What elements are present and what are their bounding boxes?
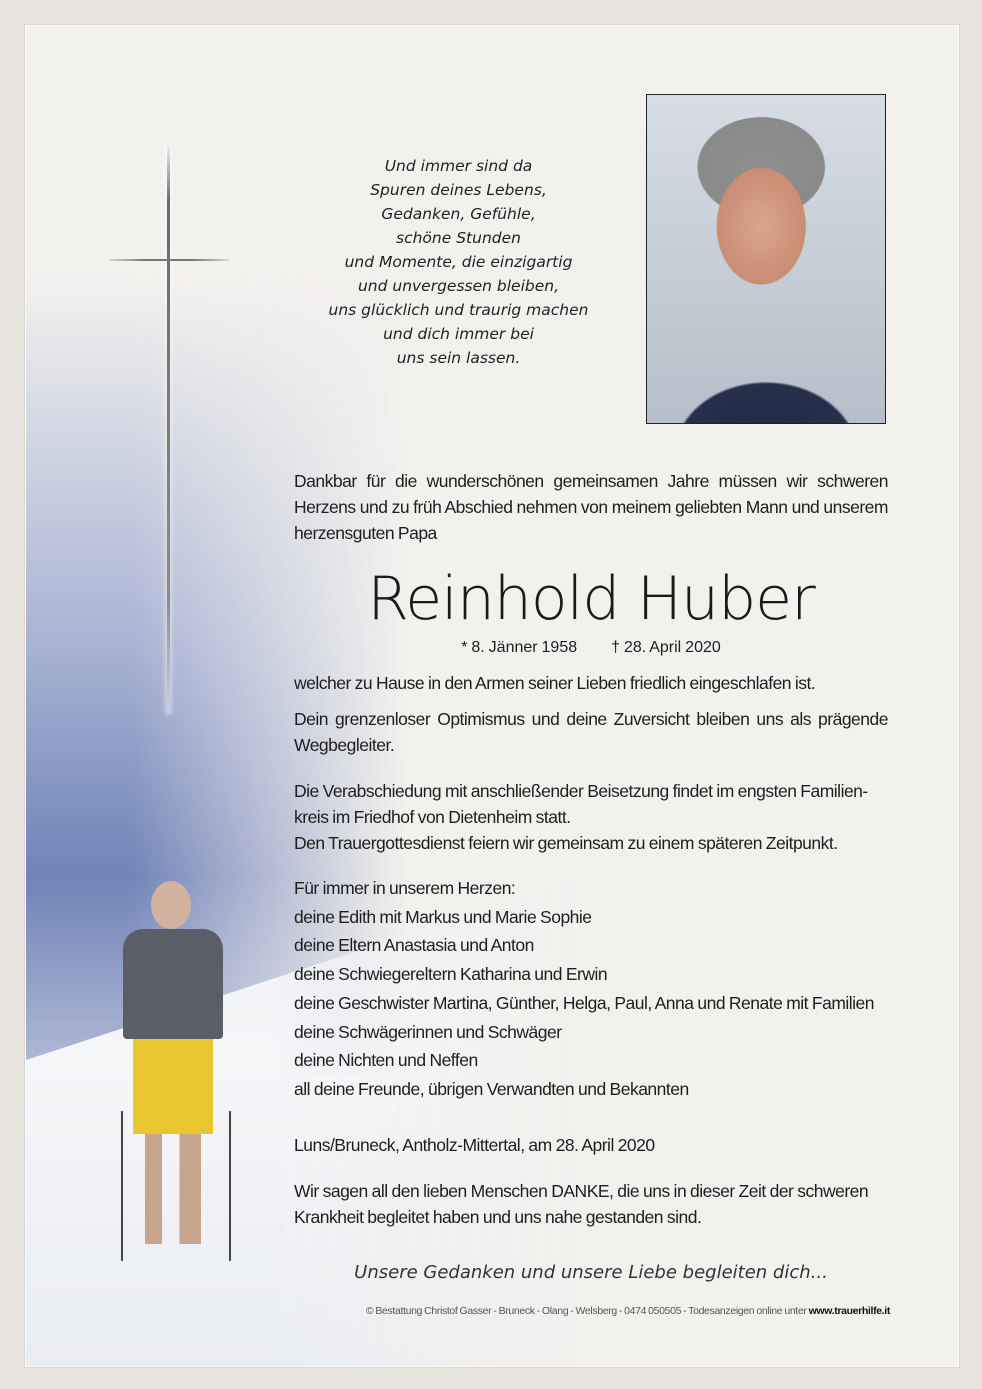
place-date: Luns/Bruneck, Antholz-Mittertal, am 28. April 2020 [294,1134,655,1155]
hiker-photo [111,881,241,1261]
thanks-text: Wir sagen all den lieben Menschen DANKE, die uns in dieser Zeit der schweren Krankheit begleitet haben und uns nahe gestanden sind. [294,1180,869,1227]
mourner-item: deine Nichten und Neffen [294,1050,478,1071]
death-date: † 28. April 2020 [611,639,721,656]
mourner-item: deine Edith mit Markus und Marie Sophie [294,906,592,927]
birth-date: * 8. Jänner 1958 [461,639,578,656]
poem-line: und unvergessen bleiben, [357,277,560,295]
cross-icon-bar [109,259,229,261]
footer-text: © Bestattung Christof Gasser - Bruneck - Olang - Welsberg - 0474 050505 - Todesanzeigen online unter [365,1304,809,1317]
closing-line: Unsere Gedanken und unsere Liebe begleiten dich... [354,1261,828,1283]
mourner-item: deine Schwiegereltern Katharina und Erwin [294,964,608,985]
mourner-item: deine Eltern Anastasia und Anton [294,935,534,956]
poem-line: uns sein lassen. [396,349,521,367]
footer [264,1304,890,1318]
poem-line: und Momente, die einzigartig [344,253,573,271]
poem-line: Gedanken, Gefühle, [381,205,536,223]
intro-text: Dankbar für die wunderschönen gemeinsamen Jahre müssen wir schweren Herzens und zu früh Abschied nehmen von meinem geliebten Mann und unserem herzensguten Papa [294,471,888,543]
mourner-item: deine Geschwister Martina, Günther, Helga, Paul, Anna und Renate mit Familien [294,992,875,1013]
main-text-column [294,26,888,1328]
poem-line: uns glücklich und traurig machen [328,301,589,319]
mourner-item: all deine Freunde, übrigen Verwandten und Bekannten [294,1078,689,1099]
mourners-heading: Für immer in unserem Herzen: [294,878,516,898]
optimism-text: Dein grenzenloser Optimismus und deine Zuversicht bleiben uns als prägende Wegbegleiter. [294,709,888,755]
funeral-line: kreis im Friedhof von Dietenheim statt. [294,807,571,827]
footer-link[interactable]: www.trauerhilfe.it [808,1304,890,1317]
obituary-card [25,25,959,1367]
poem-line: Und immer sind da [384,157,533,175]
poem-line: Spuren deines Lebens, [370,181,547,199]
passing-text: welcher zu Hause in den Armen seiner Lieben friedlich eingeschlafen ist. [294,673,816,693]
poem-line: schöne Stunden [396,229,521,247]
mourners-list [294,874,888,1104]
funeral-line: Die Verabschiedung mit anschließender Beisetzung findet im engsten Familien- [294,781,868,801]
deceased-name: Reinhold Huber [367,564,815,634]
funeral-info [294,778,888,856]
cross-icon [167,144,170,714]
life-dates [294,636,888,660]
mourner-item: deine Schwägerinnen und Schwäger [294,1021,562,1042]
funeral-line: Den Trauergottesdienst feiern wir gemeinsam zu einem späteren Zeitpunkt. [294,833,838,853]
poem-line: und dich immer bei [383,325,534,343]
